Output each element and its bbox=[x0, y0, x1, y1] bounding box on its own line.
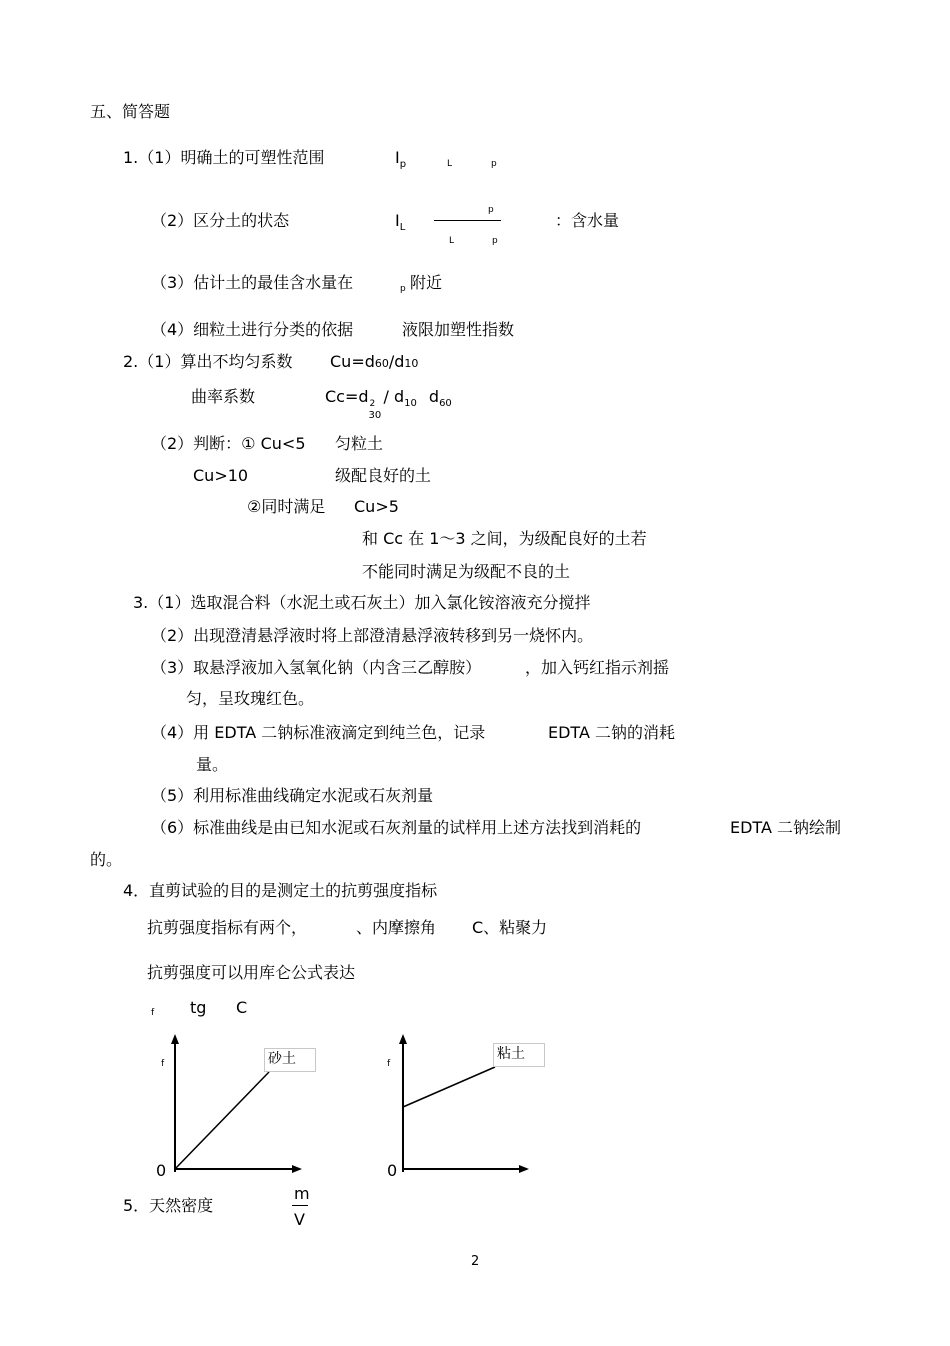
cc-eq: Cc=d bbox=[325, 387, 369, 406]
q1-frac-den-L: L bbox=[449, 236, 455, 246]
il-sub-L: L bbox=[399, 222, 406, 233]
q4-line1: 4．直剪试验的目的是测定土的抗剪强度指标 bbox=[123, 881, 438, 900]
q2-cu-formula bbox=[330, 352, 418, 374]
page-number: 2 bbox=[471, 1254, 480, 1269]
q3-line8-tail: EDTA 二钠绘制 bbox=[730, 818, 841, 837]
q2-line2: 曲率系数 bbox=[191, 387, 256, 406]
q2-line1: 2.（1）算出不均匀系数 bbox=[123, 352, 293, 371]
q1-line2: （2）区分土的状态 bbox=[151, 211, 290, 230]
q3-line9: 的。 bbox=[90, 850, 123, 869]
clay-graph-y-label: f bbox=[387, 1059, 391, 1069]
q1-line3-sub: p bbox=[400, 284, 406, 294]
cu-60: 60 bbox=[374, 357, 389, 370]
ip-sub-p: p bbox=[399, 159, 407, 170]
q3-line6: 量。 bbox=[196, 755, 229, 774]
q2-line3: （2）判断：① Cu<5 bbox=[151, 434, 306, 453]
q1-line1: 1.（1）明确土的可塑性范围 bbox=[123, 148, 325, 167]
q3-line5: （4）用 EDTA 二钠标准液滴定到纯兰色，记录 bbox=[151, 723, 486, 742]
q5-numerator: m bbox=[294, 1184, 310, 1203]
q4-line2-tail: 、内摩擦角 bbox=[356, 918, 437, 937]
q5-line1: 5．天然密度 bbox=[123, 1196, 214, 1215]
cc-10: 10 bbox=[404, 398, 417, 409]
q2-line5: ②同时满足 bbox=[247, 497, 326, 516]
cu-eq: Cu=d bbox=[330, 352, 375, 371]
q1-line3: （3）估计土的最佳含水量在 bbox=[151, 273, 354, 292]
q2-line4-tail: 级配良好的土 bbox=[335, 466, 432, 485]
q4-c: C bbox=[236, 998, 248, 1017]
q4-line2: 抗剪强度指标有两个， bbox=[147, 918, 308, 937]
q4-f-sub: f bbox=[151, 1008, 155, 1018]
cc-d: d bbox=[428, 387, 440, 406]
clay-curve-label: 粘土 bbox=[493, 1043, 545, 1067]
ip-I: I bbox=[395, 148, 400, 167]
q2-cc-formula bbox=[325, 387, 452, 421]
q5-fraction-bar bbox=[292, 1205, 308, 1206]
q4-line2-c: C、粘聚力 bbox=[472, 918, 548, 937]
sand-curve-label: 砂土 bbox=[264, 1048, 316, 1072]
cc-mid: / d bbox=[383, 387, 405, 406]
il-I: I bbox=[395, 211, 400, 230]
q2-line6: 和 Cc 在 1～3 之间，为级配良好的土若 bbox=[362, 529, 647, 548]
q5-denominator: V bbox=[294, 1210, 305, 1229]
q1-il-symbol bbox=[395, 211, 405, 234]
cu-10: 10 bbox=[404, 357, 419, 370]
q3-line7: （5）利用标准曲线确定水泥或石灰剂量 bbox=[151, 786, 434, 805]
clay-graph-origin: 0 bbox=[387, 1161, 398, 1180]
q1-fraction-bar bbox=[434, 220, 501, 221]
cc-sup2: 2 bbox=[369, 399, 376, 409]
q4-tg: tg bbox=[190, 998, 207, 1017]
q2-line3-tail: 匀粒土 bbox=[335, 434, 384, 453]
q1-frac-den-p: p bbox=[492, 236, 498, 246]
sand-graph-y-label: f bbox=[161, 1059, 165, 1069]
q3-line4: 匀，呈玫瑰红色。 bbox=[186, 689, 315, 708]
q2-line5-tail: Cu>5 bbox=[354, 497, 399, 516]
q1-sub-L: L bbox=[447, 159, 453, 169]
q3-line8: （6）标准曲线是由已知水泥或石灰剂量的试样用上述方法找到消耗的 bbox=[151, 818, 642, 837]
q1-line2-tail: ：含水量 bbox=[555, 211, 620, 230]
q3-line5-tail: EDTA 二钠的消耗 bbox=[548, 723, 675, 742]
cu-slash: /d bbox=[388, 352, 405, 371]
sand-graph-origin: 0 bbox=[156, 1161, 167, 1180]
q3-line3-tail: ，加入钙红指示剂摇 bbox=[525, 658, 670, 677]
cc-60: 60 bbox=[439, 398, 452, 409]
q3-line2: （2）出现澄清悬浮液时将上部澄清悬浮液转移到另一烧怀内。 bbox=[151, 626, 594, 645]
section-title: 五、简答题 bbox=[90, 102, 171, 121]
q1-frac-num: p bbox=[488, 205, 494, 215]
q3-line1: 3.（1）选取混合料（水泥土或石灰土）加入氯化铵溶液充分搅拌 bbox=[133, 593, 591, 612]
q1-ip-symbol bbox=[395, 148, 406, 171]
q1-sub-p: p bbox=[491, 159, 497, 169]
q1-line3-tail: 附近 bbox=[410, 273, 443, 292]
q1-line4: （4）细粒土进行分类的依据 bbox=[151, 320, 354, 339]
cc-30: 30 bbox=[368, 410, 382, 421]
q2-line4: Cu>10 bbox=[193, 466, 249, 485]
q4-line3: 抗剪强度可以用库仑公式表达 bbox=[147, 963, 356, 982]
q2-line7: 不能同时满足为级配不良的土 bbox=[362, 562, 571, 581]
q3-line3: （3）取悬浮液加入氢氧化钠（内含三乙醇胺） bbox=[151, 658, 482, 677]
q1-line4-tail: 液限加塑性指数 bbox=[402, 320, 515, 339]
